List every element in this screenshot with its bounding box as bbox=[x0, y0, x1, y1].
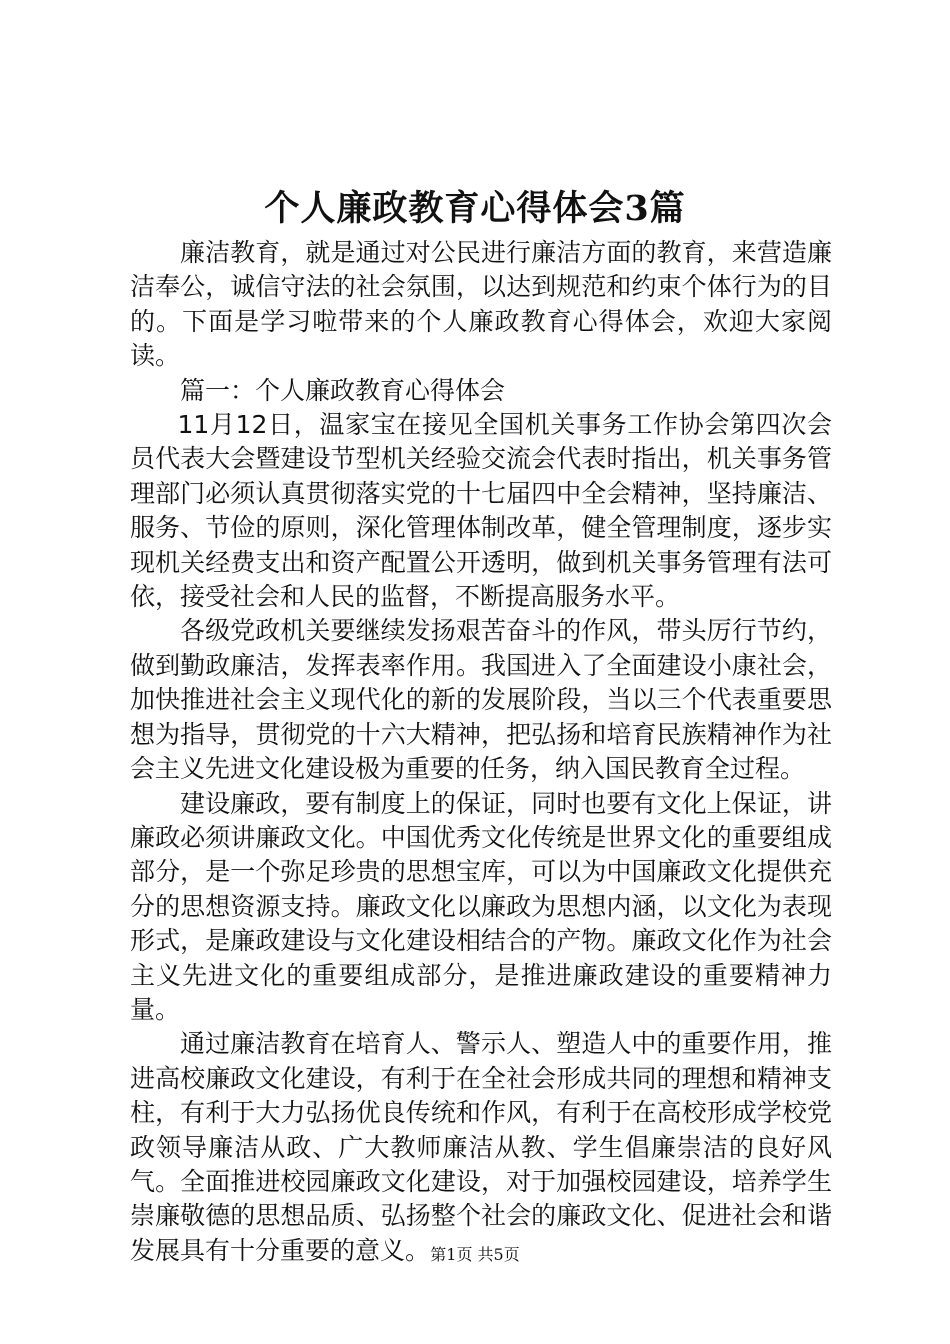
document-body bbox=[130, 236, 832, 1268]
paragraph-party-organs: 各级党政机关要继续发扬艰苦奋斗的作风，带头厉行节约，做到勤政廉洁，发挥表率作用。我国进入了全面建设小康社会，加快推进社会主义现代化的新的发展阶段，当以三个代表重要思想为指导，贯彻党的十六大精神，把弘扬和培育民族精神作为社会主义先进文化建设极为重要的任务，纳入国民教育全过程。 bbox=[130, 616, 832, 784]
paragraph-intro: 廉洁教育，就是通过对公民进行廉洁方面的教育，来营造廉洁奉公，诚信守法的社会氛围，以达到规范和约束个体行为的目的。下面是学习啦带来的个人廉政教育心得体会，欢迎大家阅读。 bbox=[130, 238, 832, 371]
paragraph-clean-culture: 建设廉政，要有制度上的保证，同时也要有文化上保证，讲廉政必须讲廉政文化。中国优秀文化传统是世界文化的重要组成部分，是一个弥足珍贵的思想宝库，可以为中国廉政文化提供充分的思想资源支持。廉政文化以廉政为思想内涵，以文化为表现形式，是廉政建设与文化建设相结合的产物。廉政文化作为社会主义先进文化的重要组成部分，是推进廉政建设的重要精神力量。 bbox=[130, 788, 832, 1024]
section-heading-part-one: 篇一：个人廉政教育心得体会 bbox=[180, 375, 506, 405]
paragraph-meeting: 11月12日，温家宝在接见全国机关事务工作协会第四次会员代表大会暨建设节型机关经验交流会代表时指出，机关事务管理部门必须认真贯彻落实党的十七届四中全会精神，坚持廉洁、服务、节俭的原则，深化管理体制改革，健全管理制度，逐步实现机关经费支出和资产配置公开透明，做到机关事务管理有法可依，接受社会和人民的监督，不断提高服务水平。 bbox=[130, 410, 832, 612]
document-title: 个人廉政教育心得体会3篇 bbox=[264, 188, 686, 229]
page-number: 第1页 共5页 bbox=[430, 1245, 520, 1264]
paragraph-campus-education: 通过廉洁教育在培育人、警示人、塑造人中的重要作用，推进高校廉政文化建设，有利于在全社会形成共同的理想和精神支柱，有利于大力弘扬优良传统和作风，有利于在高校形成学校党政领导廉洁从政、广大教师廉洁从教、学生倡廉崇洁的良好风气。全面推进校园廉政文化建设，对于加强校园建设，培养学生崇廉敬德的思想品质、弘扬整个社会的廉政文化、促进社会和谐发展具有十分重要的意义。 bbox=[130, 1029, 832, 1265]
